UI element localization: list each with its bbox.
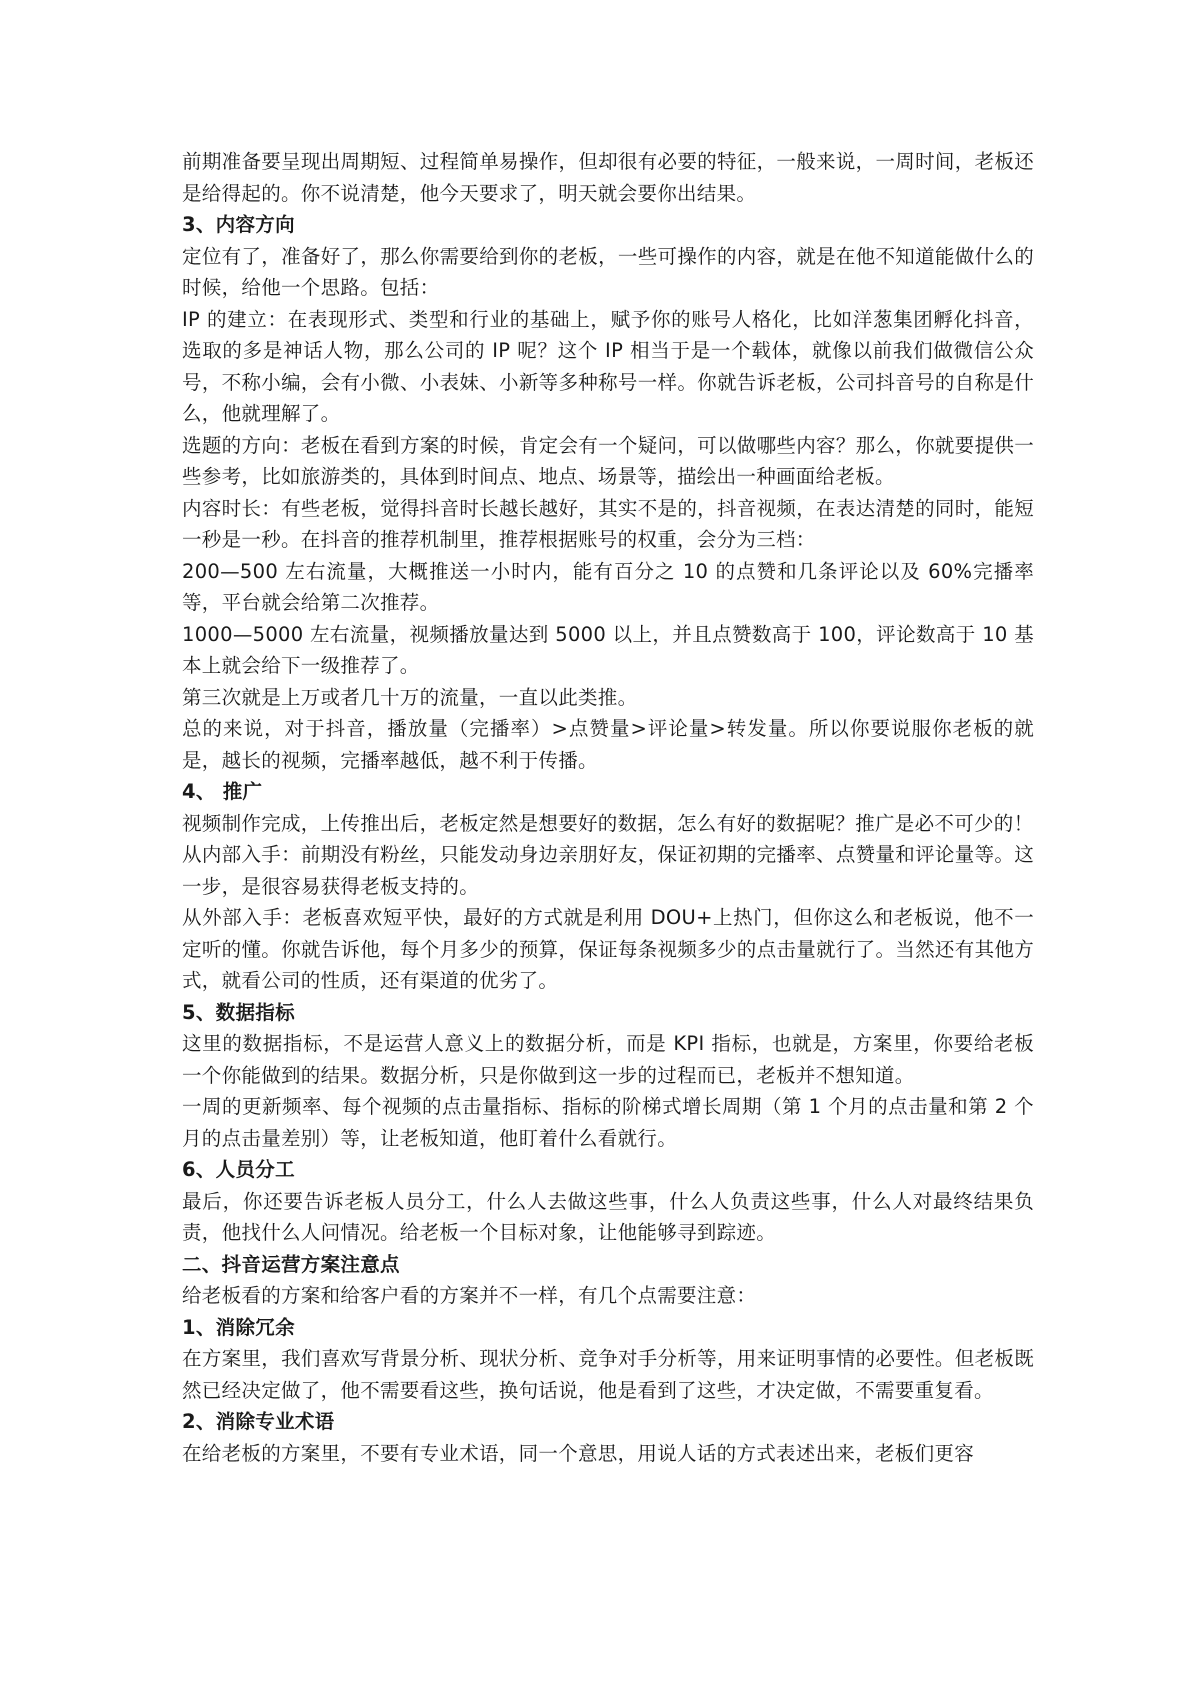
paragraph-tier-one: 200—500 左右流量，大概推送一小时内，能有百分之 10 的点赞和几条评论以及 60%完播率等，平台就会给第二次推荐。 xyxy=(182,559,1034,614)
paragraph-tier-two: 1000—5000 左右流量，视频播放量达到 5000 以上，并且点赞数高于 100，评论数高于 10 基本上就会给下一级推荐了。 xyxy=(182,622,1034,677)
heading-promotion: 4、 推广 xyxy=(182,780,263,803)
paragraph-internal-promotion: 从内部入手：前期没有粉丝，只能发动身边亲朋好友，保证初期的完播率、点赞量和评论量等。这一步，是很容易获得老板支持的。 xyxy=(182,843,1034,898)
heading-data-metrics: 5、数据指标 xyxy=(182,1000,295,1024)
paragraph-ip-building: IP 的建立：在表现形式、类型和行业的基础上，赋予你的账号人格化，比如洋葱集团孵化抖音，选取的多是神话人物，那么公司的 IP 呢？这个 IP 相当于是一个载体，就像以前我们做微信公众号，不称小编，会有小微、小表妹、小新等多种称号一样。你就告诉老板，公司抖音号的自称是什么，他就理解了。 xyxy=(182,307,1034,425)
paragraph-promotion-intro: 视频制作完成，上传推出后，老板定然是想要好的数据，怎么有好的数据呢？推广是必不可少的！ xyxy=(182,811,1034,835)
heading-content-direction: 3、内容方向 xyxy=(182,213,295,236)
paragraph-remove-jargon: 在给老板的方案里，不要有专业术语，同一个意思，用说人话的方式表述出来，老板们更容 xyxy=(182,1441,975,1465)
heading-remove-jargon: 2、消除专业术语 xyxy=(182,1410,335,1433)
paragraph-topic-direction: 选题的方向：老板在看到方案的时候，肯定会有一个疑问，可以做哪些内容？那么，你就要提供一些参考，比如旅游类的，具体到时间点、地点、场景等，描绘出一种画面给老板。 xyxy=(182,433,1034,488)
paragraph-notes-intro: 给老板看的方案和给客户看的方案并不一样，有几个点需要注意： xyxy=(182,1284,757,1307)
heading-staffing: 6、人员分工 xyxy=(182,1158,295,1181)
paragraph-external-promotion: 从外部入手：老板喜欢短平快，最好的方式就是利用 DOU+上热门，但你这么和老板说，他不一定听的懂。你就告诉他，每个月多少的预算，保证每条视频多少的点击量就行了。当然还有其他方式，就看公司的性质，还有渠道的优劣了。 xyxy=(182,906,1034,992)
paragraph-kpi: 这里的数据指标，不是运营人意义上的数据分析，而是 KPI 指标，也就是，方案里，你要给老板一个你能做到的结果。数据分析，只是你做到这一步的过程而已，老板并不想知道。 xyxy=(182,1032,1034,1087)
heading-notes: 二、抖音运营方案注意点 xyxy=(182,1252,400,1276)
paragraph-remove-redundancy: 在方案里，我们喜欢写背景分析、现状分析、竞争对手分析等，用来证明事情的必要性。但老板既然已经决定做了，他不需要看这些，换句话说，他是看到了这些，才决定做，不需要重复看。 xyxy=(182,1347,1034,1402)
paragraph-staffing: 最后，你还要告诉老板人员分工，什么人去做这些事，什么人负责这些事，什么人对最终结果负责，他找什么人问情况。给老板一个目标对象，让他能够寻到踪迹。 xyxy=(182,1189,1034,1244)
heading-remove-redundancy: 1、消除冗余 xyxy=(182,1315,295,1339)
document-body xyxy=(182,146,1034,1469)
paragraph-content-intro: 定位有了，准备好了，那么你需要给到你的老板，一些可操作的内容，就是在他不知道能做什么的时候，给他一个思路。包括： xyxy=(182,244,1034,299)
paragraph-prep-summary: 前期准备要呈现出周期短、过程简单易操作，但却很有必要的特征，一般来说，一周时间，老板还是给得起的。你不说清楚，他今天要求了，明天就会要你出结果。 xyxy=(182,150,1034,205)
paragraph-summary-metrics: 总的来说，对于抖音，播放量（完播率）>点赞量>评论量>转发量。所以你要说服你老板的就是，越长的视频，完播率越低，越不利于传播。 xyxy=(182,717,1034,772)
paragraph-update-frequency: 一周的更新频率、每个视频的点击量指标、指标的阶梯式增长周期（第 1 个月的点击量和第 2 个月的点击量差别）等，让老板知道，他盯着什么看就行。 xyxy=(182,1095,1034,1150)
paragraph-content-duration: 内容时长：有些老板，觉得抖音时长越长越好，其实不是的，抖音视频，在表达清楚的同时，能短一秒是一秒。在抖音的推荐机制里，推荐根据账号的权重，会分为三档： xyxy=(182,496,1034,551)
paragraph-tier-three: 第三次就是上万或者几十万的流量，一直以此类推。 xyxy=(182,685,638,709)
